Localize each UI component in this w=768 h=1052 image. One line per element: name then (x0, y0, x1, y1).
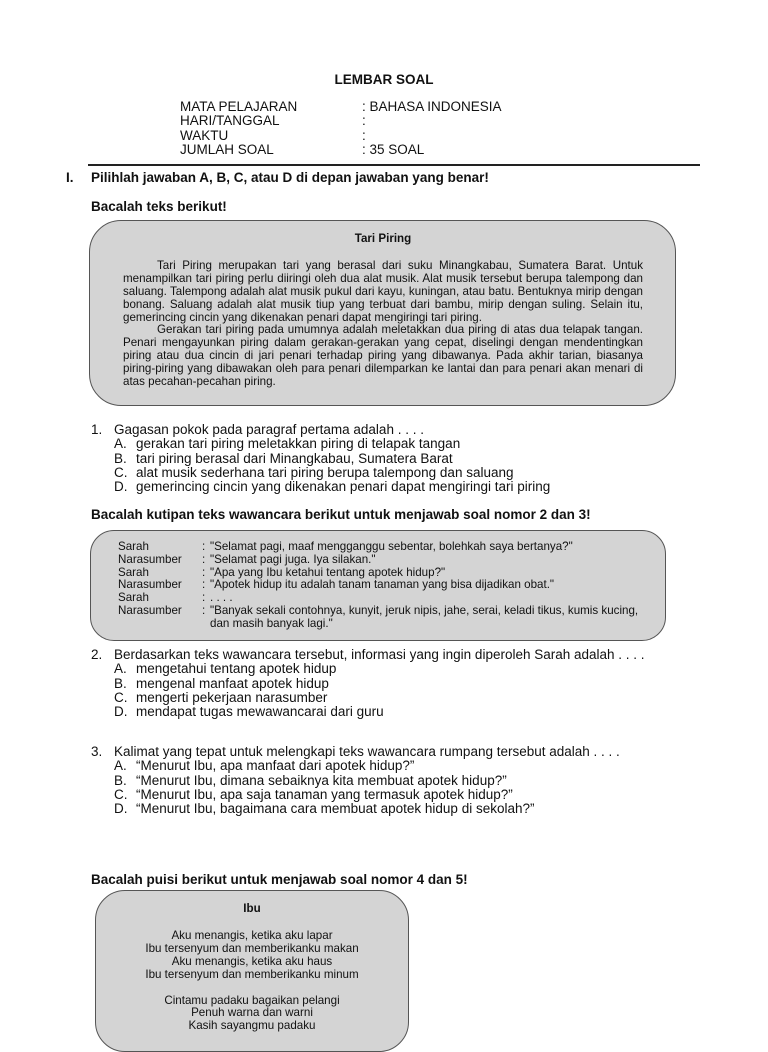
interview-box (90, 530, 666, 641)
question-text: Berdasarkan teks wawancara tersebut, informasi yang ingin diperoleh Sarah adalah . . . . (114, 647, 645, 662)
poem-title: Ibu (243, 902, 261, 915)
speaker: Sarah (118, 540, 149, 553)
meta-value: : (362, 127, 366, 143)
option-c[interactable] (114, 466, 681, 480)
option-letter: D. (114, 801, 128, 817)
option-text: gerakan tari piring meletakkan piring di telapak tangan (136, 436, 461, 452)
meta-key: WAKTU (180, 127, 229, 143)
option-letter: A. (114, 661, 127, 677)
question-number: 1. (91, 422, 103, 437)
option-text: “Menurut Ibu, apa manfaat dari apotek hidup?” (136, 758, 415, 774)
speaker: Narasumber (118, 578, 182, 592)
question-text: Kalimat yang tepat untuk melengkapi teks wawancara rumpang tersebut adalah . . . . (114, 744, 620, 759)
question-text: Gagasan pokok pada paragraf pertama adalah . . . . (114, 422, 424, 437)
poem-content (96, 903, 408, 1033)
utterance: "Selamat pagi juga. Iya silakan." (210, 552, 376, 566)
option-c[interactable] (114, 691, 677, 705)
option-letter: B. (114, 772, 127, 788)
poem-line: Cintamu padaku bagaikan pelangi (164, 993, 340, 1007)
option-a[interactable] (114, 759, 691, 773)
utterance: "Banyak sekali contohnya, kunyit, jeruk nipis, jahe, serai, keladi tikus, kumis kucing, dan masih banyak lagi." (210, 603, 639, 630)
question-1 (91, 423, 681, 494)
option-text: gemerincing cincin yang dikenakan penari dapat mengiringi tari piring (136, 479, 551, 495)
meta-key: JUMLAH SOAL (180, 142, 274, 158)
option-d[interactable] (114, 705, 677, 719)
meta-row-time (180, 129, 502, 143)
section-instruction: Pilihlah jawaban A, B, C, atau D di depan jawaban yang benar! (91, 170, 489, 185)
question-3 (91, 745, 691, 816)
question-number: 2. (91, 647, 103, 662)
passage-paragraph: Tari Piring merupakan tari yang berasal dari suku Minangkabau, Sumatera Barat. Untuk menampilkan tari piring perlu diiringi oleh dua alat musik. Alat musik tersebut berupa talempong dan saluang. Talempong adalah alat musik pukul dari kayu, kuningan, atau batu. Bentuknya mirip dengan bonang. Saluang adalah alat musik tiup yang terbuat dari bambu, mirip dengan suling. Selain itu, gemerincing cincin yang dikenakan penari dapat mengiringi tari piring. (123, 258, 643, 324)
speaker: Narasumber (118, 603, 182, 617)
option-text: “Menurut Ibu, apa saja tanaman yang termasuk apotek hidup?” (136, 786, 513, 802)
question-number: 3. (91, 744, 103, 759)
separator: : (202, 552, 206, 566)
option-letter: C. (114, 464, 128, 480)
option-letter: C. (114, 786, 128, 802)
poem-line: Aku menangis, ketika aku haus (171, 954, 333, 968)
speaker: Narasumber (118, 552, 182, 566)
speaker: Sarah (118, 591, 149, 605)
meta-row-count (180, 143, 502, 157)
exam-meta (180, 100, 502, 158)
separator: : (202, 565, 206, 579)
option-letter: A. (114, 436, 127, 452)
option-a[interactable] (114, 437, 681, 451)
option-c[interactable] (114, 788, 691, 802)
passage-box (89, 220, 676, 406)
meta-value: : BAHASA INDONESIA (362, 99, 502, 114)
option-letter: D. (114, 704, 128, 720)
meta-row-subject (180, 100, 502, 114)
separator: : (202, 603, 206, 617)
option-letter: D. (114, 479, 128, 495)
interview-line (118, 541, 650, 554)
question-2 (91, 648, 677, 719)
option-text: “Menurut Ibu, bagaimana cara membuat apotek hidup di sekolah?” (136, 801, 535, 817)
meta-key: MATA PELAJARAN (180, 99, 298, 114)
meta-row-date (180, 114, 502, 128)
poem-line: Ibu tersenyum dan memberikanku makan (145, 941, 359, 955)
separator: : (202, 540, 206, 553)
utterance: "Selamat pagi, maaf mengganggu sebentar, bolehkah saya bertanya?" (210, 540, 573, 553)
meta-key: HARI/TANGGAL (180, 113, 280, 129)
meta-value: : (362, 113, 366, 129)
option-letter: A. (114, 758, 127, 774)
utterance: . . . . (210, 591, 233, 605)
header-divider (88, 164, 700, 166)
interview-content (118, 541, 650, 631)
poem-line: Aku menangis, ketika aku lapar (171, 928, 333, 942)
poem-box (95, 890, 409, 1052)
separator: : (202, 578, 206, 592)
option-text: mengerti pekerjaan narasumber (136, 689, 328, 705)
stanza-gap (96, 982, 408, 995)
option-d[interactable] (114, 802, 691, 816)
option-text: “Menurut Ibu, dimana sebaiknya kita membuat apotek hidup?” (136, 772, 507, 788)
option-a[interactable] (114, 662, 677, 676)
option-letter: B. (114, 675, 127, 691)
reading-prompt: Bacalah kutipan teks wawancara berikut untuk menjawab soal nomor 2 dan 3! (91, 507, 591, 522)
interview-line (118, 605, 650, 631)
interview-line (118, 579, 650, 592)
speaker: Sarah (118, 565, 149, 579)
reading-prompt: Bacalah teks berikut! (91, 199, 227, 214)
utterance: "Apotek hidup itu adalah tanam tanaman yang bisa dijadikan obat." (210, 578, 555, 592)
option-b[interactable] (114, 774, 691, 788)
poem-line: Penuh warna dan warni (191, 1006, 313, 1020)
poem-line: Kasih sayangmu padaku (188, 1019, 316, 1033)
option-b[interactable] (114, 677, 677, 691)
option-text: mengetahui tentang apotek hidup (136, 661, 337, 677)
section-number: I. (66, 170, 74, 185)
separator: : (202, 591, 206, 605)
option-letter: C. (114, 689, 128, 705)
passage-title: Tari Piring (354, 232, 412, 245)
passage-paragraph: Gerakan tari piring pada umumnya adalah meletakkan dua piring di atas dua telapak tangan. Penari mengayunkan piring dalam gerakan-gerakan yang cepat, diselingi dengan mendentingkan piring atau dua cincin di jari penari terhadap piring yang dibawanya. Pada akhir tarian, biasanya piring-piring yang dibawakan oleh para penari dilemparkan ke lantai dan para penari akan menari di atas pecahan-pecahan piring. (123, 323, 643, 389)
utterance: "Apa yang Ibu ketahui tentang apotek hidup?" (210, 565, 446, 579)
reading-prompt: Bacalah puisi berikut untuk menjawab soal nomor 4 dan 5! (91, 872, 468, 887)
option-text: mendapat tugas mewawancarai dari guru (136, 704, 384, 720)
meta-value: : 35 SOAL (362, 142, 425, 158)
option-text: alat musik sederhana tari piring berupa talempong dan saluang (136, 464, 514, 480)
passage-content (123, 233, 643, 389)
option-text: tari piring berasal dari Minangkabau, Sumatera Barat (136, 450, 453, 466)
option-b[interactable] (114, 452, 681, 466)
poem-line: Ibu tersenyum dan memberikanku minum (145, 967, 359, 981)
option-letter: B. (114, 450, 127, 466)
option-d[interactable] (114, 480, 681, 494)
page-title: LEMBAR SOAL (334, 72, 434, 87)
option-text: mengenal manfaat apotek hidup (136, 675, 329, 691)
interview-line (118, 554, 650, 567)
